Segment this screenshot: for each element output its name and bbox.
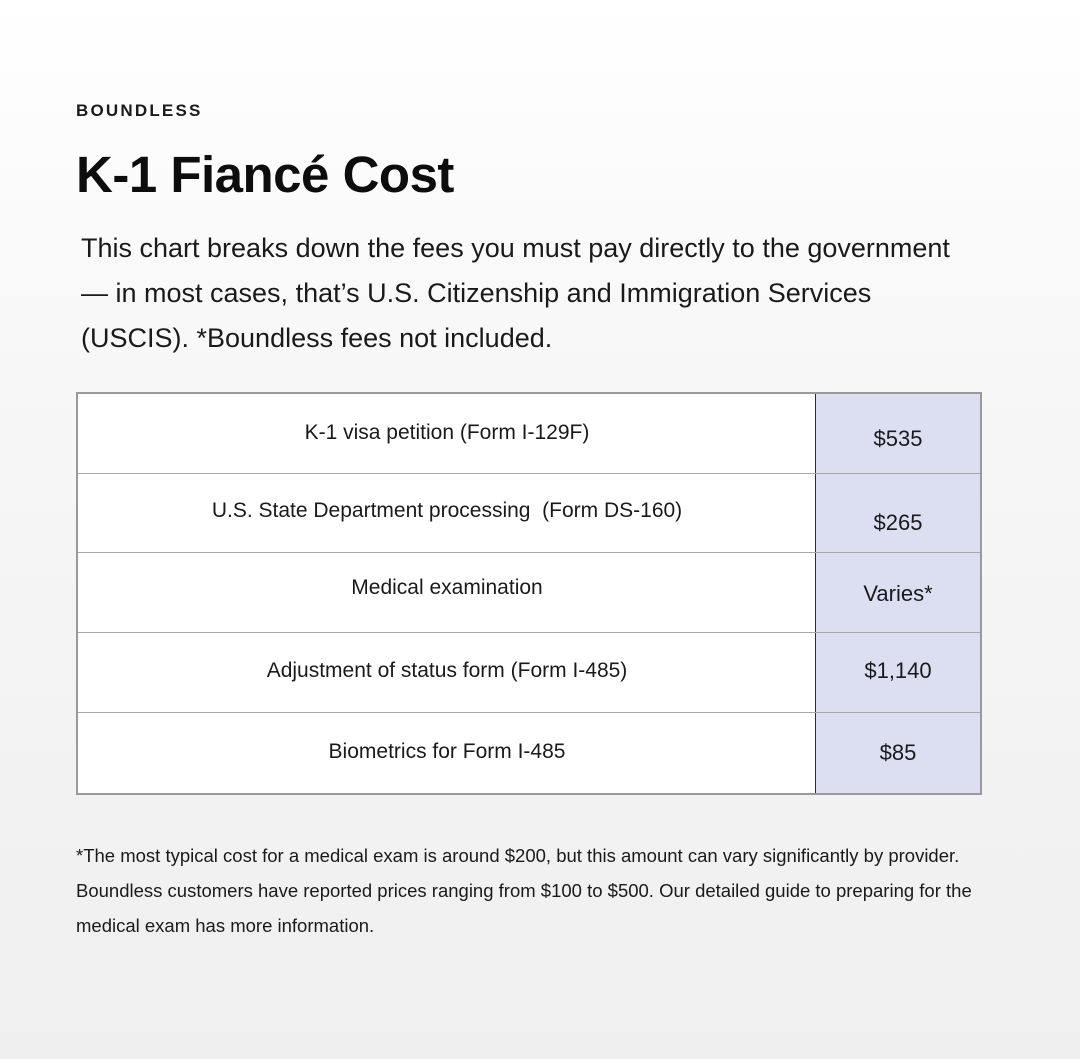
intro-paragraph: This chart breaks down the fees you must pay directly to the government — in most cases, that’s U.S. Citizenship and Immigration Services (USCIS). *Boundless fees not included. (81, 233, 950, 353)
footnote: *The most typical cost for a medical exam is around $200, but this amount can vary significantly by provider. Boundless customers have reported prices ranging from $100 to $500. Our detailed guide to preparing for the medical exam has more information. (76, 845, 972, 936)
fee-amount: Varies* (863, 581, 933, 606)
fee-label: Biometrics for Form I-485 (328, 740, 566, 763)
fee-row-biometrics (78, 713, 980, 793)
brand-logo: BOUNDLESS (76, 101, 203, 120)
fee-label-cell (78, 553, 816, 633)
fee-label: U.S. State Department processing (Form DS-160) (211, 499, 683, 522)
fee-row-i129f (78, 394, 980, 474)
page-title: K-1 Fiancé Cost (76, 146, 454, 203)
fee-amount-cell (816, 474, 980, 554)
fee-amount: $535 (873, 426, 923, 451)
fee-amount: $85 (879, 740, 917, 765)
fee-row-i485 (78, 633, 980, 713)
fee-amount-cell (816, 553, 980, 633)
fee-amount-cell (816, 713, 980, 793)
fee-amount-cell (816, 394, 980, 474)
fee-label: Adjustment of status form (Form I-485) (266, 659, 628, 682)
fee-amount-cell (816, 633, 980, 713)
fee-amount: $1,140 (864, 658, 932, 683)
fee-label: K-1 visa petition (Form I-129F) (304, 421, 590, 444)
fee-row-medical (78, 553, 980, 633)
fee-label: Medical examination (351, 576, 543, 599)
fee-amount: $265 (873, 510, 923, 535)
fee-label-cell (78, 474, 816, 554)
fee-label-cell (78, 394, 816, 474)
fee-table (76, 392, 982, 795)
fee-label-cell (78, 633, 816, 713)
fee-label-cell (78, 713, 816, 793)
fee-row-ds160 (78, 474, 980, 554)
